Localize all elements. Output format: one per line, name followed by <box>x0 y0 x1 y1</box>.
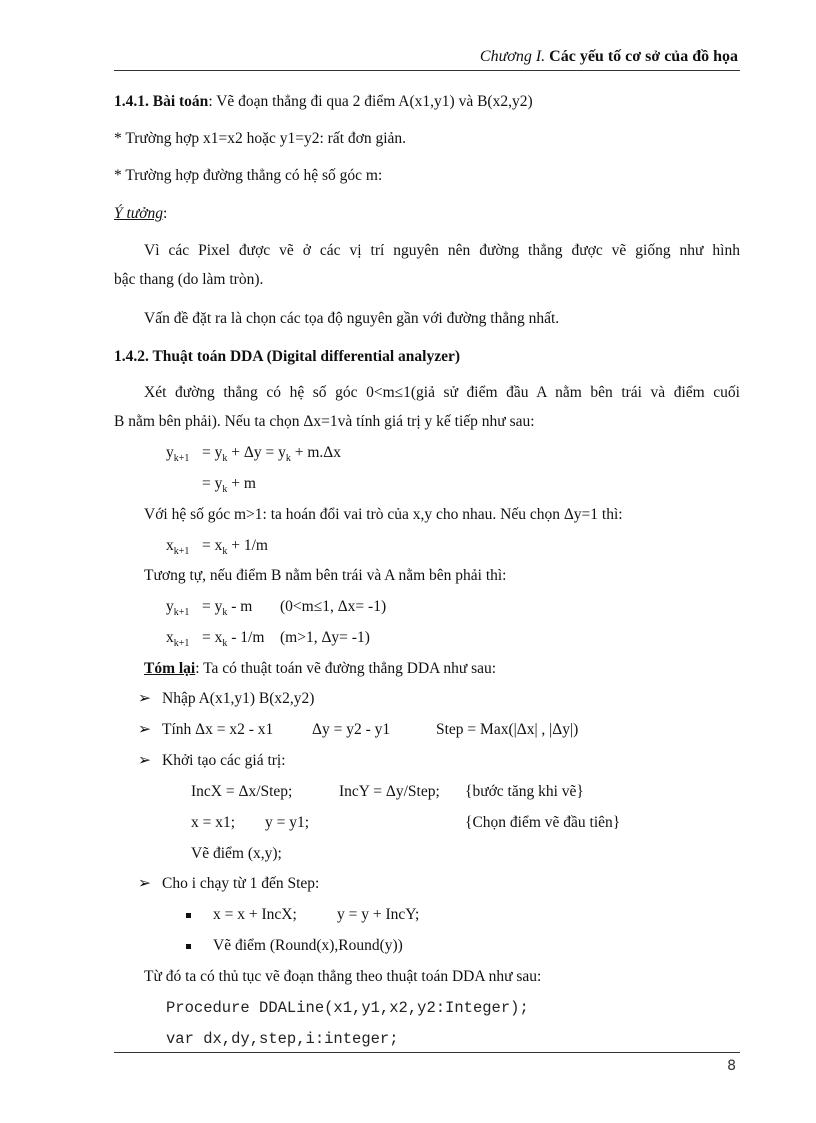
init-line-2: x = x1; y = y1; {Chọn điểm vẽ đầu tiên} <box>191 814 621 831</box>
idea-paragraph-1b: bậc thang (do làm tròn). <box>114 271 264 288</box>
section-1-4-1: 1.4.1. Bài toán: Vẽ đoạn thẳng đi qua 2 điểm A(x1,y1) và B(x2,y2) <box>114 93 533 110</box>
code-line-1: Procedure DDALine(x1,y1,x2,y2:Integer); <box>166 999 529 1017</box>
arrow-bullet-icon: ➢ <box>138 875 151 892</box>
running-header <box>480 48 738 66</box>
section-1-4-2: 1.4.2. Thuật toán DDA (Digital differential analyzer) <box>114 348 461 365</box>
idea-paragraph-2: Vấn đề đặt ra là chọn các tọa độ nguyên gần với đường thẳng nhất. <box>144 310 560 327</box>
page-number: 8 <box>727 1058 736 1074</box>
chapter-label: Chương I. <box>479 48 546 65</box>
case-1-text: * Trường hợp x1=x2 hoặc y1=y2: rất đơn giản. <box>114 130 407 147</box>
square-bullet-icon <box>186 913 191 918</box>
summary-line: Tóm lại: Ta có thuật toán vẽ đường thẳng DDA như sau: <box>144 660 497 677</box>
step-bullet-1: ➢ Nhập A(x1,y1) B(x2,y2) <box>138 690 315 707</box>
square-bullet-icon <box>186 944 191 949</box>
dda-paragraph-2: Với hệ số góc m>1: ta hoán đổi vai trò của x,y cho nhau. Nếu chọn Δy=1 thì: <box>144 506 623 523</box>
equation-5: $x_{k+1} = x_k - 1/m$ (m>1, Δy= -1) <box>166 629 370 650</box>
step-bullet-2: ➢ Tính Δx = x2 - x1 Δy = y2 - y1 Step = Max(|Δx| , |Δy|) <box>138 721 579 738</box>
equation-3: $x_{k+1} = x_k + 1/m$ <box>166 537 268 558</box>
loop-sub-bullet-1: x = x + IncX; y = y + IncY; <box>186 905 419 925</box>
arrow-bullet-icon: ➢ <box>138 690 151 707</box>
footer-rule <box>114 1052 740 1053</box>
arrow-bullet-icon: ➢ <box>138 752 151 769</box>
dda-paragraph-1b: B nằm bên phải). Nếu ta chọn Δx=1và tính giá trị y kế tiếp như sau: <box>114 413 535 430</box>
loop-sub-bullet-2: Vẽ điểm (Round(x),Round(y)) <box>186 936 403 956</box>
dda-paragraph-4: Từ đó ta có thủ tục vẽ đoạn thẳng theo thuật toán DDA như sau: <box>144 968 542 985</box>
equation-1: $y_{k+1} = y_k + \Delta y = y_k + m.\Delta x$ <box>166 444 341 465</box>
case-2-text: * Trường hợp đường thẳng có hệ số góc m: <box>114 167 383 184</box>
equation-2: = $y_k + m$ <box>202 475 256 496</box>
arrow-bullet-icon: ➢ <box>138 721 151 738</box>
dda-paragraph-3: Tương tự, nếu điểm B nằm bên trái và A nằm bên phải thì: <box>144 567 507 584</box>
step-bullet-4: ➢ Cho i chạy từ 1 đến Step: <box>138 875 320 892</box>
idea-paragraph-1a: Vì các Pixel được vẽ ở các vị trí nguyên nên đường thẳng được vẽ giống như hình <box>144 242 740 259</box>
code-line-2: var dx,dy,step,i:integer; <box>166 1030 399 1048</box>
equation-4: $y_{k+1} = y_k - m$ (0<m≤1, Δx= -1) <box>166 598 387 619</box>
chapter-title: Các yếu tố cơ sở của đồ họa <box>549 48 738 65</box>
init-line-1: IncX = Δx/Step; IncY = Δy/Step; {bước tăng khi vẽ} <box>191 783 584 800</box>
step-bullet-3: ➢ Khởi tạo các giá trị: <box>138 752 286 769</box>
dda-paragraph-1a: Xét đường thẳng có hệ số góc 0<m≤1(giả sử điểm đầu A nằm bên trái và điểm cuối <box>144 384 740 401</box>
init-line-3: Vẽ điểm (x,y); <box>191 845 282 862</box>
header-rule <box>114 70 740 71</box>
idea-heading: Ý tưởng: <box>114 205 168 222</box>
